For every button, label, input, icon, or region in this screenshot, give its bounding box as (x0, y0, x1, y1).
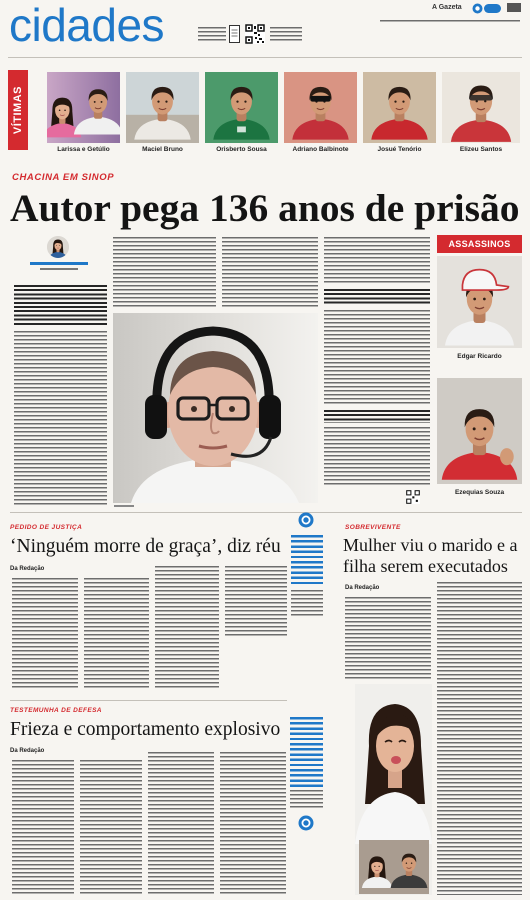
victim-caption: Maciel Bruno (142, 146, 183, 153)
lead-body-text (324, 410, 430, 423)
header-promo (198, 24, 308, 46)
lead-body-text (324, 237, 430, 285)
story2-kicker: PEDIDO DE JUSTIÇA (10, 524, 83, 531)
lead-body-text (324, 427, 430, 487)
victims-label-box (8, 70, 28, 150)
story2-body-text (84, 578, 149, 690)
victim-caption: Orisberto Sousa (216, 146, 267, 153)
victim-caption: Larissa e Getúlio (57, 146, 110, 153)
story3-photo (355, 684, 432, 895)
victim-photo (442, 72, 520, 143)
promo-text (198, 27, 226, 41)
suspect-photo-image (437, 256, 522, 348)
pull-quote-attribution (291, 590, 323, 618)
main-photo (113, 313, 318, 503)
sidebar-title: ASSASSINOS (448, 239, 511, 249)
story2-byline: Da Redação (10, 566, 45, 572)
story3-body-text (345, 597, 431, 679)
author-photo (47, 236, 69, 258)
story2-body-text (12, 578, 78, 690)
sidebar-header (437, 235, 522, 253)
victim-photo-image (47, 72, 120, 143)
pull-quote-text (290, 717, 323, 787)
victim-caption: Josué Tenório (377, 146, 422, 153)
promo-text (270, 27, 302, 41)
suspect-photo (437, 256, 522, 348)
qr-code-icon (406, 490, 420, 504)
suspect-photo-image (437, 378, 522, 484)
quote-marker-icon (298, 815, 314, 831)
victim-photo (284, 72, 357, 143)
story4-byline: Da Redação (10, 748, 45, 754)
pull-quote-text (291, 535, 323, 585)
photo-credit (114, 505, 134, 507)
story4-body-text (148, 752, 214, 895)
section-title: cidades (9, 0, 165, 51)
story2-headline: ‘Ninguém morre de graça’, diz réu (10, 536, 281, 557)
suspect-caption: Ezequias Souza (454, 489, 505, 496)
section-divider (10, 700, 287, 701)
victim-photo (126, 72, 199, 143)
lead-body-text (222, 237, 318, 309)
victim-photo (205, 72, 278, 143)
newspaper-name: A Gazeta (432, 4, 462, 11)
header-rule (8, 57, 522, 58)
story4-body-text (80, 760, 142, 895)
story3-photo-image (355, 684, 432, 895)
story4-headline: Frieza e comportamento explosivo (10, 719, 281, 740)
story3-kicker: SOBREVIVENTE (345, 524, 401, 531)
document-icon (229, 25, 240, 43)
quote-marker-icon (298, 512, 314, 528)
qr-code-icon (245, 24, 265, 44)
story4-body-text (220, 752, 286, 895)
victim-photo-image (205, 72, 278, 143)
victim-caption: Adriano Balbinote (292, 146, 349, 153)
story4-kicker: TESTEMUNHA DE DEFESA (10, 707, 102, 714)
victim-photo-image (284, 72, 357, 143)
author-role-line (40, 268, 78, 270)
lead-body-text (324, 310, 430, 406)
victims-label: VÍTIMAS (12, 85, 24, 135)
lead-headline: Autor pega 136 anos de prisão (10, 186, 520, 230)
story2-body-text (155, 566, 219, 690)
page-marker (507, 3, 521, 12)
story3-byline: Da Redação (345, 585, 380, 591)
lead-body-text (113, 237, 216, 309)
author-name-line (30, 262, 88, 265)
victim-caption: Elizeu Santos (459, 146, 503, 153)
author-photo-image (47, 236, 69, 258)
victim-photo (47, 72, 120, 143)
gazeta-logo-icon (472, 3, 502, 14)
author-byline (14, 234, 106, 274)
story3-body-text (437, 582, 522, 895)
lead-body-text (14, 331, 107, 505)
lead-body-text (14, 285, 107, 327)
victim-photo-image (363, 72, 436, 143)
victim-photo-image (442, 72, 520, 143)
story3-headline: Mulher viu o marido e a filha serem executados (343, 535, 518, 576)
date-line (380, 20, 520, 23)
story4-body-text (12, 760, 74, 895)
suspect-caption: Edgar Ricardo (457, 353, 502, 360)
pull-quote-attribution (290, 790, 323, 810)
victim-photo-image (126, 72, 199, 143)
lead-kicker: CHACINA EM SINOP (12, 172, 115, 183)
section-divider (10, 512, 522, 513)
suspect-photo (437, 378, 522, 484)
main-photo-image (113, 313, 318, 503)
lead-body-text (324, 289, 430, 306)
story2-body-text (225, 566, 287, 638)
victim-photo (363, 72, 436, 143)
